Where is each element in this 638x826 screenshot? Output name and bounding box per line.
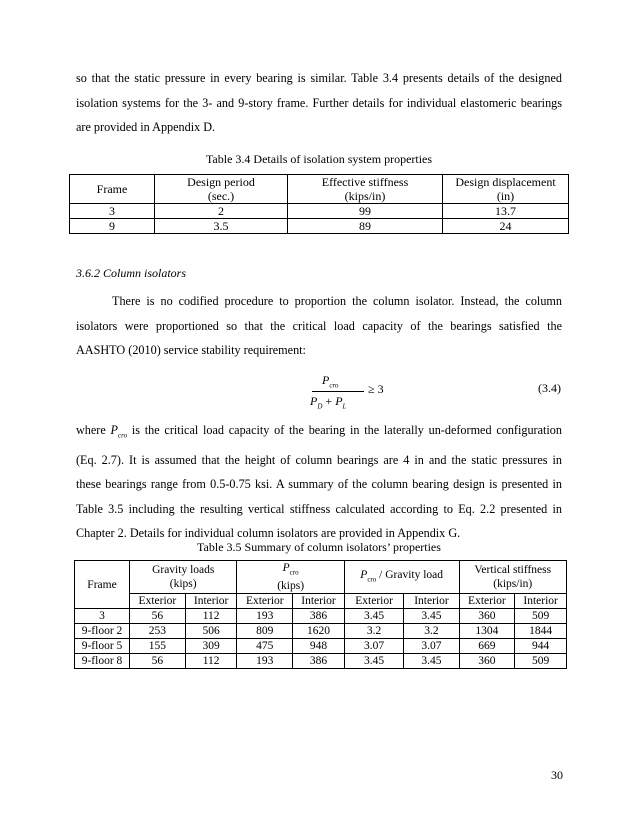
table-row: [75, 639, 567, 654]
cell-gravity-exterior: 155: [130, 639, 186, 654]
header-stiffness-label: Effective stiffness: [321, 175, 409, 189]
summary-subscript: cro: [118, 431, 128, 440]
intro-line-3: are provided in Appendix D.: [76, 120, 216, 134]
column-line-2: isolators were proportioned so that the critical load capacity of the bearings satisfied the: [76, 318, 562, 333]
eq-den-symbol-2: P: [335, 394, 343, 408]
header-design-displacement: [443, 175, 569, 204]
cell-period: 2: [155, 204, 288, 219]
header-gravity-unit: (kips): [169, 578, 197, 591]
header-ratio-subscript: cro: [367, 575, 377, 584]
subheader-exterior: Exterior: [344, 594, 404, 609]
intro-paragraph: [76, 66, 562, 140]
column-isolator-paragraph: [76, 289, 562, 363]
summary-line-3: these bearings range from 0.5-0.75 ksi. A summary of the column bearing design is presented in: [76, 477, 562, 492]
cell-vertical-interior: 509: [515, 609, 567, 624]
cell-gravity-interior: 506: [185, 624, 237, 639]
cell-stiffness: 89: [288, 219, 443, 234]
header-ratio: [344, 561, 459, 594]
cell-vertical-interior: 509: [515, 654, 567, 669]
subheader-exterior: Exterior: [237, 594, 293, 609]
column-line-3: AASHTO (2010) service stability requirement:: [76, 343, 306, 357]
summary-line-4: Table 3.5 including the resulting vertical stiffness calculated according to Eq. 2.2 presented in: [76, 501, 562, 516]
equation-rhs: ≥ 3: [368, 382, 384, 396]
header-pcro-symbol: P: [282, 562, 290, 574]
table-3-5-body: [75, 609, 567, 669]
cell-gravity-interior: 112: [185, 609, 237, 624]
cell-frame: 9-floor 8: [75, 654, 130, 669]
cell-pcro-interior: 386: [293, 654, 345, 669]
cell-frame: 9: [70, 219, 155, 234]
header-design-period: [155, 175, 288, 204]
header-period-label: Design period: [187, 175, 255, 189]
cell-frame: 9-floor 5: [75, 639, 130, 654]
cell-gravity-exterior: 56: [130, 654, 186, 669]
table-header-row: [75, 561, 567, 594]
cell-vertical-exterior: 360: [459, 654, 515, 669]
cell-gravity-exterior: 253: [130, 624, 186, 639]
cell-vertical-interior: 944: [515, 639, 567, 654]
table-header-row: [70, 175, 569, 204]
column-line-1: There is no codified procedure to proportion the column isolator. Instead, the column: [112, 294, 562, 308]
header-vertical-label: Vertical stiffness: [474, 564, 552, 577]
equation-numerator: [322, 373, 338, 389]
table-3-5: [74, 560, 567, 669]
cell-ratio-exterior: 3.07: [344, 639, 404, 654]
cell-pcro-interior: 948: [293, 639, 345, 654]
summary-line-1: [76, 418, 562, 448]
summary-line-2: (Eq. 2.7). It is assumed that the height of column bearings are 4 in and the static pressures in: [76, 452, 562, 467]
page-number: 30: [551, 768, 563, 782]
header-displacement-unit: (in): [496, 189, 515, 203]
equation-denominator: [310, 394, 346, 410]
header-vertical-stiffness: [459, 561, 567, 594]
table-subheader-row: [75, 594, 567, 609]
eq-den-subscript-1: D: [317, 402, 323, 411]
summary-rest: is the critical load capacity of the bearing in the laterally un-deformed configuration: [127, 423, 562, 437]
summary-paragraph: [76, 418, 562, 546]
header-displacement-label: Design displacement: [455, 175, 556, 189]
cell-displacement: 13.7: [443, 204, 569, 219]
intro-line-2: isolation systems for the 3- and 9-story frame. Further details for individual elastomeric bearings: [76, 95, 562, 110]
cell-pcro-interior: 1620: [293, 624, 345, 639]
cell-vertical-exterior: 669: [459, 639, 515, 654]
header-effective-stiffness: [288, 175, 443, 204]
header-pcro-subscript: cro: [289, 568, 299, 577]
subheader-interior: Interior: [185, 594, 237, 609]
cell-vertical-exterior: 1304: [459, 624, 515, 639]
header-period-unit: (sec.): [207, 189, 235, 203]
cell-vertical-exterior: 360: [459, 609, 515, 624]
header-vertical-unit: (kips/in): [493, 578, 533, 591]
table-row: [75, 624, 567, 639]
cell-pcro-interior: 386: [293, 609, 345, 624]
header-pcro-unit: (kips): [277, 580, 305, 593]
cell-stiffness: 99: [288, 204, 443, 219]
header-ratio-symbol: P: [360, 569, 368, 581]
header-frame: Frame: [75, 561, 130, 609]
cell-pcro-exterior: 809: [237, 624, 293, 639]
table-3-4-caption: Table 3.4 Details of isolation system properties: [205, 152, 433, 166]
cell-vertical-interior: 1844: [515, 624, 567, 639]
table-row: [70, 204, 569, 219]
table-row: [75, 654, 567, 669]
fraction-bar: [312, 391, 364, 392]
subheader-exterior: Exterior: [130, 594, 186, 609]
subheader-interior: Interior: [404, 594, 459, 609]
cell-frame: 9-floor 2: [75, 624, 130, 639]
header-gravity-label: Gravity loads: [152, 564, 215, 577]
eq-num-symbol: P: [322, 373, 330, 387]
equation-number: (3.4): [538, 381, 561, 395]
cell-ratio-interior: 3.2: [404, 624, 459, 639]
cell-pcro-exterior: 193: [237, 609, 293, 624]
cell-pcro-exterior: 193: [237, 654, 293, 669]
cell-displacement: 24: [443, 219, 569, 234]
summary-line-5: Chapter 2. Details for individual column isolators are provided in Appendix G.: [76, 526, 461, 541]
eq-plus: +: [322, 394, 336, 408]
table-row: [70, 219, 569, 234]
cell-pcro-exterior: 475: [237, 639, 293, 654]
cell-gravity-exterior: 56: [130, 609, 186, 624]
header-ratio-label: / Gravity load: [376, 569, 444, 581]
cell-ratio-exterior: 3.2: [344, 624, 404, 639]
table-row: [75, 609, 567, 624]
summary-where: where: [76, 423, 111, 437]
cell-ratio-interior: 3.07: [404, 639, 459, 654]
subheader-interior: Interior: [515, 594, 567, 609]
cell-gravity-interior: 112: [185, 654, 237, 669]
eq-den-symbol-1: P: [310, 394, 318, 408]
cell-ratio-exterior: 3.45: [344, 654, 404, 669]
eq-num-subscript: cro: [329, 381, 339, 390]
subheader-exterior: Exterior: [459, 594, 515, 609]
table-3-5-caption: Table 3.5 Summary of column isolators’ properties: [197, 540, 441, 554]
header-stiffness-unit: (kips/in): [344, 189, 386, 203]
summary-symbol: P: [110, 423, 118, 437]
cell-ratio-interior: 3.45: [404, 609, 459, 624]
cell-frame: 3: [75, 609, 130, 624]
cell-frame: 3: [70, 204, 155, 219]
eq-den-subscript-2: L: [342, 402, 347, 411]
cell-period: 3.5: [155, 219, 288, 234]
cell-gravity-interior: 309: [185, 639, 237, 654]
header-frame: Frame: [70, 175, 155, 204]
cell-ratio-exterior: 3.45: [344, 609, 404, 624]
section-heading: 3.6.2 Column isolators: [76, 266, 187, 280]
cell-ratio-interior: 3.45: [404, 654, 459, 669]
table-3-4: [69, 174, 569, 234]
intro-line-1: so that the static pressure in every bearing is similar. Table 3.4 presents details of the designed: [76, 71, 562, 85]
header-pcro: [237, 561, 344, 594]
subheader-interior: Interior: [293, 594, 345, 609]
header-gravity-loads: [130, 561, 237, 594]
